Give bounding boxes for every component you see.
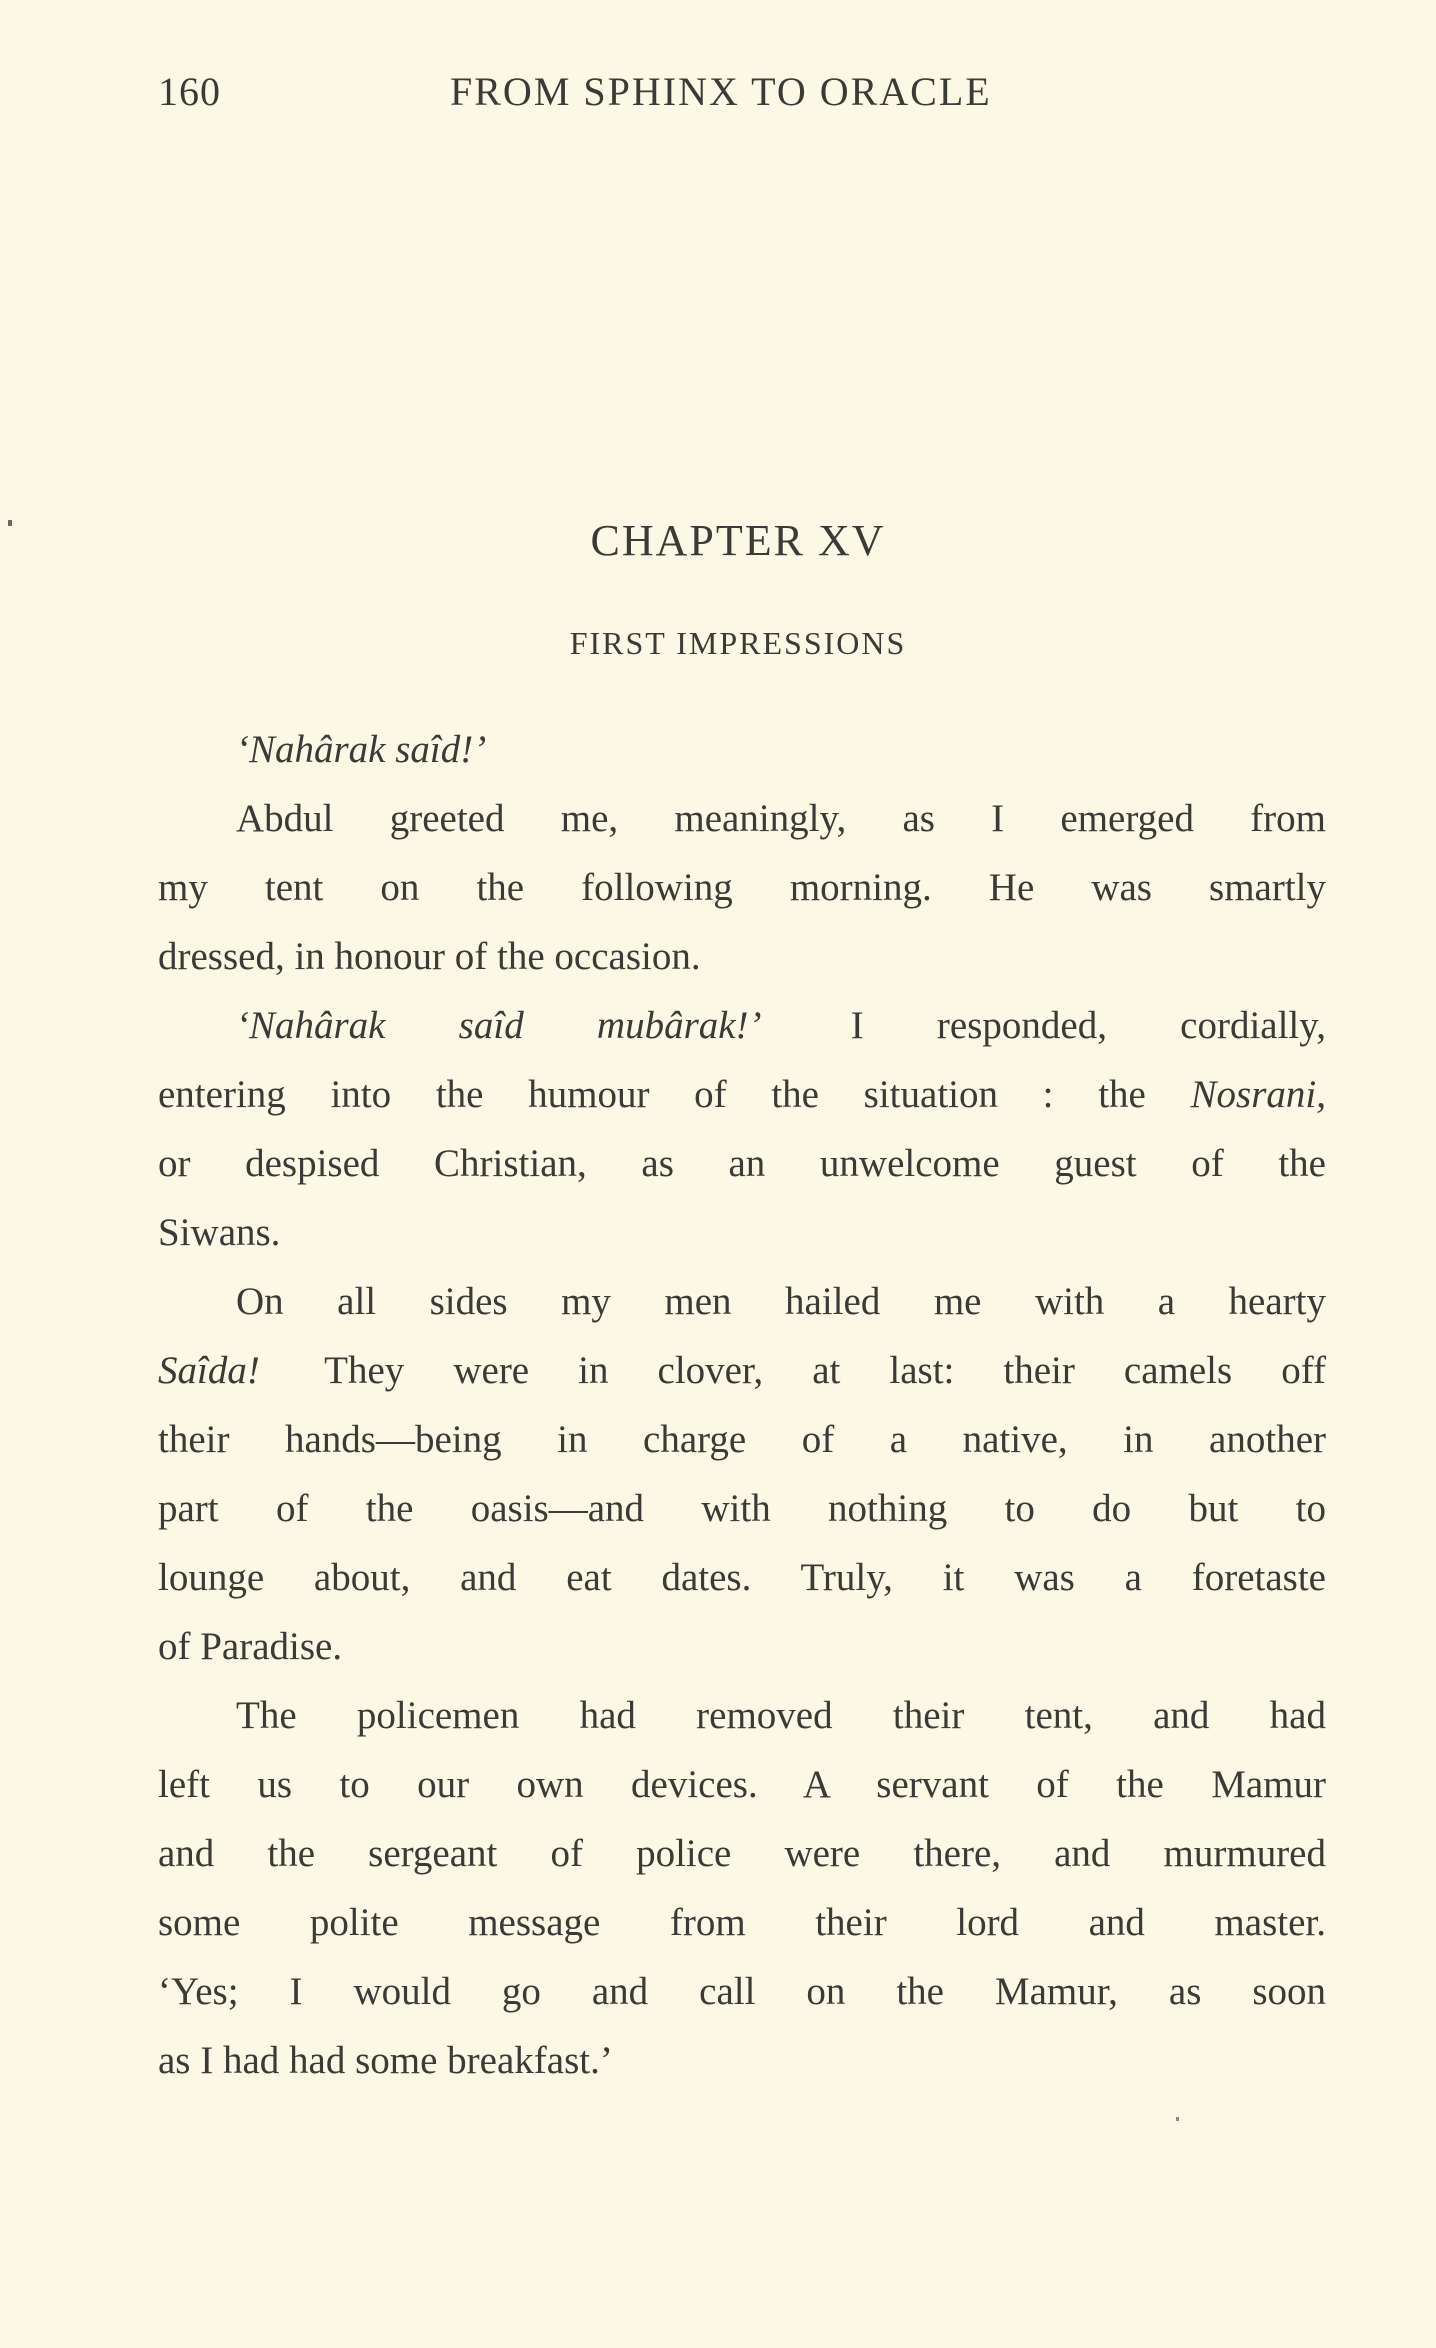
greeting-italic: Saîda!	[158, 1349, 260, 1392]
text-line	[158, 1060, 1326, 1129]
chapter-number: CHAPTER XV	[590, 516, 886, 565]
running-title: FROM SPHINX TO ORACLE	[450, 69, 992, 114]
text-line	[158, 1336, 1326, 1405]
page-number: 160	[158, 69, 221, 114]
chapter-title: FIRST IMPRESSIONS	[569, 625, 907, 661]
text-line: or despised Christian, as an unwelcome guest of the	[158, 1142, 1326, 1185]
text-span: entering into the humour of the situation : the	[158, 1073, 1146, 1116]
text-span: They were in clover, at last: their camels off	[324, 1349, 1327, 1392]
text-line: On all sides my men hailed me with a hearty	[236, 1280, 1326, 1323]
text-line	[158, 991, 1326, 1060]
text-line: ‘Yes; I would go and call on the Mamur, as soon	[158, 1970, 1326, 2013]
paper-speck	[1176, 2117, 1179, 2121]
term-italic: Nosrani,	[1190, 1073, 1326, 1116]
text-line: and the sergeant of police were there, and murmured	[158, 1832, 1326, 1875]
text-line: dressed, in honour of the occasion.	[158, 935, 701, 978]
text-line: as I had had some breakfast.’	[158, 2039, 613, 2082]
text-line: their hands—being in charge of a native, in another	[158, 1418, 1326, 1461]
text-line: Siwans.	[158, 1211, 281, 1254]
text-span: I responded, cordially,	[850, 1004, 1326, 1047]
body-text	[158, 715, 1326, 2095]
text-line: lounge about, and eat dates. Truly, it was a foretaste	[158, 1556, 1326, 1599]
text-line: part of the oasis—and with nothing to do but to	[158, 1487, 1326, 1530]
text-line: of Paradise.	[158, 1625, 343, 1668]
text-line: Abdul greeted me, meaningly, as I emerged from	[236, 797, 1326, 840]
text-line: some polite message from their lord and master.	[158, 1901, 1326, 1944]
text-line: my tent on the following morning. He was smartly	[158, 866, 1326, 909]
text-line	[158, 715, 1326, 784]
text-line: left us to our own devices. A servant of the Mamur	[158, 1763, 1326, 1806]
greeting-italic: ‘Nahârak saîd!’	[236, 728, 487, 771]
text-line: The policemen had removed their tent, and had	[236, 1694, 1326, 1737]
running-head	[0, 68, 1436, 118]
greeting-italic: ‘Nahârak saîd mubârak!’	[236, 1004, 762, 1047]
